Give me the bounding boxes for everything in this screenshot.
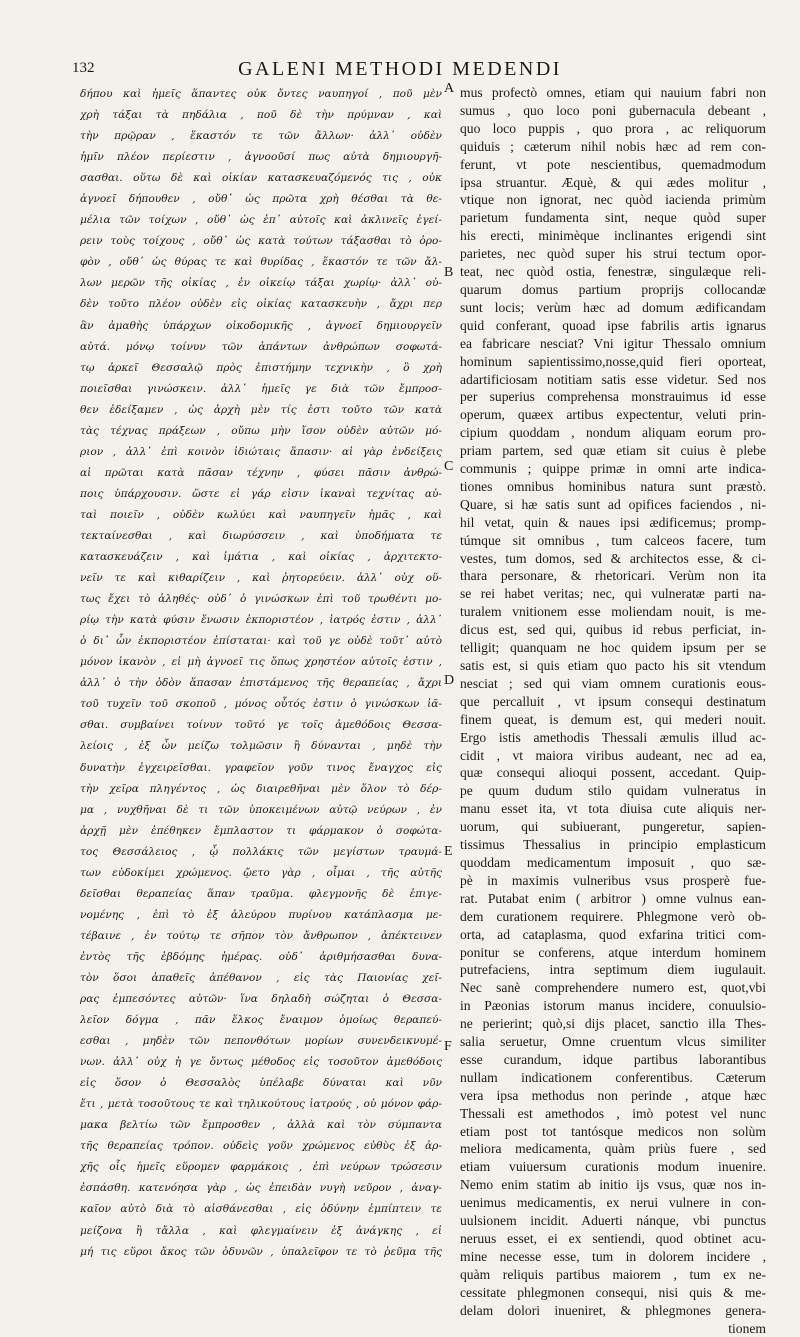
latin-text-line: quæ consequi alioqui possent, accedant. Quip- <box>460 765 766 781</box>
latin-text-line: etiam post tot tantósque medicos non solùm <box>460 1123 766 1139</box>
greek-text-line: λείοις , ἐξ ὧν μείζω τολμῶσιν ἢ δύνανται , μηδὲ τὴν <box>80 740 442 753</box>
greek-text-line: ποις ὑπάρχουσιν. ὥστε εἰ γάρ εἰσιν ἱκαναὶ τεχνίτας αὐ- <box>80 487 442 500</box>
greek-text-line: ποιεῖσθαι γινώσκειν. ἀλλ᾽ ἡμεῖς γε διὰ τῶν ἔμπροσ- <box>80 382 442 395</box>
greek-text-line: των εὐδοκίμει χρώμενος. ᾤετο γὰρ , οἶμαι , τῆς αὐτῆς <box>80 866 442 879</box>
latin-text-line: putrefaciens, intra septimum diem iugulauit. <box>460 962 766 978</box>
greek-text-line: τῳ ἀρκεῖ Θεσσαλῷ πρὸς ἐπιστήμην τεχνικὴν , ὃ χρὴ <box>80 361 442 374</box>
greek-text-line: λεῖον δόγμα , πᾶν ἕλκος ἔναιμον ὁμοίως θεραπεύ- <box>80 1014 442 1027</box>
latin-text-line: dem curationem requirere. Phlegmone verò ob- <box>460 908 766 924</box>
greek-text-line: ἔτι , μετὰ τοσοῦτους τε καὶ τηλικούτους ἰατρούς , οὐ μόνον φάρ- <box>80 1098 442 1111</box>
latin-text-line: pè in maximis vulneribus vsus prosperè fue- <box>460 872 766 888</box>
latin-text-line: in Pæonias istorum manus incidere, conuulsio- <box>460 998 766 1014</box>
latin-text-line: quarum domus partium proprijs collocandæ <box>460 281 766 297</box>
greek-text-line: ρίῳ τὴν κατὰ φύσιν ἕνωσιν ἐκποριστέον , ἰατρός ἐστιν , ἀλλ᾽ <box>80 614 442 627</box>
greek-text-line: νεῖν τε καὶ κιθαρίζειν , καὶ ῥητορεύειν. ἀλλ᾽ οὐχ οὕ- <box>80 572 442 585</box>
greek-text-line: τὴν χεῖρα πληγέντος , ὡς διαιρεθῆναι μὲν ὅλον τὸ δέρ- <box>80 782 442 795</box>
latin-text-line: ferunt, vt pote nescientibus, quemadmodum <box>460 156 766 172</box>
latin-text-line: uulsionem incidit. Aduerti nánque, vbi punctus <box>460 1213 766 1229</box>
latin-text-line: ea fabricare nesciat? Vni igitur Thessalo omnium <box>460 335 766 351</box>
page-number: 132 <box>72 60 95 76</box>
latin-text-line: his erecti, minimèque inclinantes erigendi sint <box>460 228 766 244</box>
latin-text-line: ponitur se conferens, atque interdum hominem <box>460 944 766 960</box>
margin-letter-c: C <box>444 459 454 474</box>
latin-text-line: pe quum dudum stilo quidam vulneratus in <box>460 783 766 799</box>
latin-text-line: cidit , vt maiora viribus audeant, nec ad ea, <box>460 747 766 763</box>
greek-text-line: τοῦ τυχεῖν τοῦ σκοποῦ , μόνος οὗτός ἐστιν ὁ γινώσκων ἰᾶ- <box>80 698 442 711</box>
latin-text-line: túmque sit omnibus , tum calceos facere, tum <box>460 532 766 548</box>
greek-text-line: κατασκευάζειν , καὶ ἱμάτια , καὶ οἰκίας , ἀρχιτεκτο- <box>80 551 442 564</box>
latin-text-line: tissimus Thessalius in principio emplasticum <box>460 837 766 853</box>
greek-text-column <box>80 84 442 1263</box>
latin-text-line: parietes, nec quòd super his strui tectum opor- <box>460 246 766 262</box>
greek-text-line: ταὶ ποιεῖν , οὐδὲν κωλύει καὶ ναυπηγεῖν ἡμᾶς , καὶ <box>80 508 442 521</box>
latin-text-line: quàm reliquis partibus maiorem , tum ex ne- <box>460 1266 766 1282</box>
greek-text-line: ἐντὸς τῆς ἑβδόμης ἡμέρας. οὐδ᾽ ἀριθμήσασθαι δυνα- <box>80 950 442 963</box>
greek-text-line: τὴν πρῷραν , ἕκαστόν τε τῶν ἄλλων· ἀλλ᾽ οὐδὲν <box>80 130 442 143</box>
latin-text-line: Thessali est amethodos , imò potest vel nunc <box>460 1105 766 1121</box>
latin-text-line: quiduis ; cæterum nihil nobis hæc ad rem con- <box>460 138 766 154</box>
latin-text-line: nullam indicationem conferentibus. Cæterum <box>460 1069 766 1085</box>
greek-text-line: δυνατὴν ἐγχειρεῖσθαι. γραφεῖον γοῦν τινος ἔναγχος εἰς <box>80 761 442 774</box>
running-head: GALENI METHODI MEDENDI <box>238 58 562 80</box>
greek-text-line: θεν ἐδείξαμεν , ὡς ἀρχὴ μὲν τίς ἐστι τοῦτο τῶν κατὰ <box>80 403 442 416</box>
latin-text-line: tionem <box>728 1320 766 1336</box>
greek-text-line: ριον , ἀλλ᾽ ἐπὶ κοινὸν ἰδιώταις ἅπασιν· αἱ γὰρ ἐνδείξεις <box>80 445 442 458</box>
latin-text-line: teat, nec quòd ostia, fenestræ, singulæque reli- <box>460 264 766 280</box>
latin-text-line: mine necesse esse, tum in dolorem incidere , <box>460 1248 766 1264</box>
latin-text-line: dicus est, sed qui, quibus id rebus perficiat, in- <box>460 622 766 638</box>
margin-letter-f: F <box>444 1039 452 1054</box>
greek-text-line: ἂν ἀμαθὴς ὑπάρχων οἰκοδομικῆς , ἀγνοεῖ δημιουργεῖν <box>80 319 442 332</box>
greek-text-line: ἀρχῇ μὲν ἐπέθηκεν ἔμπλαστον τι φάρμακον ὁ σοφώτα- <box>80 824 442 837</box>
greek-text-line: σθαι. συμβαίνει τοίνυν τοῦτό γε τοῖς ἀμεθόδοις Θεσσα- <box>80 719 442 732</box>
greek-text-line: τος Θεσσάλειος , ᾧ πολλάκις τῶν μεγίστων τραυμά- <box>80 845 442 858</box>
greek-text-line: ἡμῖν πλέον περίεστιν , ἀγνοοῦσί πως αὐτὰ δημιουργῆ- <box>80 151 442 164</box>
margin-letter-a: A <box>444 81 455 96</box>
latin-text-line: thara personare, & rhetoricari. Verùm non ita <box>460 568 766 584</box>
greek-text-line: τέβαινε , ἐν τούτῳ τε σῆπον τὸν ἄνθρωπον , ἀπέκτεινεν <box>80 929 442 942</box>
greek-text-line: λων μερῶν τῆς οἰκίας , ἐν οἰκείῳ τάξαι χωρίῳ· ἀλλ᾽ οὐ- <box>80 277 442 290</box>
latin-text-line: quoddam medicamentum imposuit , quo sæ- <box>460 854 766 870</box>
greek-text-line: ἀγνοεῖ δήπουθεν , οὔθ᾽ ὡς πρῶτα χρὴ θέσθαι τὰ θε- <box>80 193 442 206</box>
greek-text-line: αὐτά. μόνῳ τοίνυν τῶν ἁπάντων ἀνθρώπων σοφωτά- <box>80 340 442 353</box>
latin-text-line: telligit; quanquam ne hoc quidem ipsum per se <box>460 640 766 656</box>
greek-text-line: μέλια τῶν τοίχων , οὔθ᾽ ὡς ἐπ᾽ αὐτοῖς καὶ ἀκλινεῖς ἐγεί- <box>80 214 442 227</box>
greek-text-line: δήπου καὶ ἡμεῖς ἅπαντες οὐκ ὄντες ναυπηγοί , ποῦ μὲν <box>80 88 442 100</box>
greek-text-line: ρας ἐμπεσόντες αὐτῶν· ἵνα δηλαδὴ σώζηται ὁ Θεσσα- <box>80 993 442 1006</box>
latin-text-line: quo loco puppis , quo prora , ac reliquorum <box>460 120 766 136</box>
latin-text-line: meliora medicamenta, quàm priùs fuere , sed <box>460 1141 766 1157</box>
latin-text-line: nesciat ; sed qui viam omnem curationis eous- <box>460 675 766 691</box>
greek-text-line: μακα βελτίω τῶν ἔμπροσθεν , ἀλλὰ καὶ τὸν σύμπαντα <box>80 1119 442 1132</box>
greek-text-line: νομένης , ἐπὶ τὸ ἐξ ἀλεύρου πυρίνου κατάπλασμα με- <box>80 908 442 921</box>
greek-text-line: μή τις εὕροι ἄκος τῶν ὀδυνῶν , ὑπαλεῖφον τε τὸ ῥεῦμα τῆς <box>80 1245 442 1258</box>
greek-text-line: τεκταίνεσθαι , καὶ διωρύσσειν , καὶ ὑποδήματα τε <box>80 529 442 542</box>
greek-text-line: εσθαι , μηδὲν τῶν πεπονθότων μορίων συνενδεικνυμέ- <box>80 1035 442 1048</box>
margin-letter-e: E <box>444 844 453 859</box>
latin-text-line: manu esset ita, vt tota diuisa cute aliquis ner- <box>460 801 766 817</box>
greek-text-line: νων. ἀλλ᾽ οὐχ ἡ γε ὄντως μέθοδος εἰς τοσοῦτον ἀμεθόδοις <box>80 1056 442 1069</box>
latin-text-column <box>460 84 766 1337</box>
latin-text-line: ipsa struantur. Æquè, & qui ædes molitur , <box>460 174 766 190</box>
latin-text-line: etiam vuiuersum curationis modum inuenire. <box>460 1159 766 1175</box>
latin-text-line: per superius comprehensa monstrauimus id esse <box>460 389 766 405</box>
greek-text-line: ἐσπάσθη. κατενόησα γὰρ , ὡς ἐπειδὰν νυγὴ νεῦρον , ἀναγ- <box>80 1182 442 1195</box>
latin-text-line: sumus , quo loco poni gubernacula debeant , <box>460 102 766 118</box>
latin-text-line: cipium quoddam , nondum aliquam eorum pro- <box>460 425 766 441</box>
latin-text-line: mus profectò omnes, etiam qui nauium fabri non <box>460 85 766 100</box>
latin-text-line: orta, ad cataplasma, quod exfarina tritici com- <box>460 926 766 942</box>
greek-text-line: τῆς θεραπείας τρόπον. οὐδεὶς γοῦν χρώμενος εὐθὺς ἐξ ἀρ- <box>80 1140 442 1153</box>
latin-text-line: se rei habet veritas; nec, qui vulneratæ parti na- <box>460 586 766 602</box>
latin-text-line: Ergo istis amethodis Thessali æmulis illud ac- <box>460 729 766 745</box>
latin-text-line: vtique non ignorat, nec quòd iacienda primùm <box>460 192 766 208</box>
greek-text-line: μα , νυχθῆναι δὲ τι τῶν ὑποκειμένων αὐτῷ νεύρων , ἐν <box>80 803 442 816</box>
latin-text-line: turalem vnitionem esse moliendam nouit, is me- <box>460 604 766 620</box>
latin-text-line: finem queat, is demum est, qui mederi nouit. <box>460 711 766 727</box>
greek-text-line: δεῖσθαι θεραπείας ἅπαν τραῦμα. φλεγμονῆς δὲ ἐπιγε- <box>80 887 442 900</box>
greek-text-line: τὸν ὅσοι ἀπαθεῖς ἀπέθανον , εἰς τὰς Παιονίας χεῖ- <box>80 971 442 984</box>
latin-text-line: parietum fundamenta sint, neque quòd super <box>460 210 766 226</box>
greek-text-line: φὸν , οὔθ᾽ ὡς θύρας τε καὶ θυρίδας , ἕκαστόν τε τῶν ἄλ- <box>80 256 442 269</box>
latin-text-line: rat. Putabat enim ( arbitror ) omne vulnus ean- <box>460 890 766 906</box>
margin-letter-b: B <box>444 265 454 280</box>
latin-text-line: uorum, qui subiuerant, pungeretur, sapien- <box>460 819 766 835</box>
latin-text-line: priam partem, sed quæ etiam sit cuius è plebe <box>460 443 766 459</box>
greek-text-line: ὁ δι᾽ ὧν ἐκποριστέον ἐπίσταται· καὶ τοῦ γε οὐδὲ τοῦτ᾽ αὐτὸ <box>80 635 442 648</box>
greek-text-line: μόνον ἱκανὸν , εἰ μὴ ἀγνοεῖ τις ὅπως χρηστέον αὐτοῖς ἐστιν , <box>80 656 442 669</box>
greek-text-line: σασθαι. οὕτω δὲ καὶ οἰκίαν κατασκευαζόμενός τις , οὐκ <box>80 172 442 185</box>
greek-text-line: τὰς τέχνας πράξεων , οὔπω μὴν ἴσον οὐδὲν αὐτῶν μό- <box>80 424 442 437</box>
latin-text-line: Nemo enim statim ab initio ijs vsus, quæ nos in- <box>460 1177 766 1193</box>
latin-text-line: hil vetat, quin & naues ipsi ædificemus; promp- <box>460 514 766 530</box>
latin-text-line: delam dolori inueniret, & phlegmones genera- <box>460 1302 766 1318</box>
latin-text-line: esse curandum, idque partibus laborantibus <box>460 1051 766 1067</box>
latin-text-line: operum, quæex artibus expectentur, veluti prin- <box>460 407 766 423</box>
latin-text-line: uenimus medicamentis, ex nerui vulnere in con- <box>460 1195 766 1211</box>
latin-text-line: vestes, tum domos, sed & architectos esse, & ci- <box>460 550 766 566</box>
latin-text-line: tiones omnibus hominibus natura sunt præstò. <box>460 478 766 494</box>
latin-text-line: cessitate phlegmonen consequi, nisi quis & me- <box>460 1284 766 1300</box>
latin-text-line: satis est, si quis etiam quo pacto his sit vtendum <box>460 658 766 673</box>
greek-text-line: χῆς οἷς ἡμεῖς εὕρομεν φαρμάκοις , ἐπὶ νεύρων τρώσεσιν <box>80 1161 442 1174</box>
greek-text-line: εἰς ὅσον ὁ Θεσσαλὸς ὑπέλαβε δύναται καὶ νῦν <box>80 1077 442 1090</box>
latin-text-line: hominum sapientissimo,nosse,quid fieri oporteat, <box>460 353 766 369</box>
latin-text-line: neruus esset, ei ex sentiendi, quod obtinet acu- <box>460 1231 766 1246</box>
greek-text-line: χρὴ τάξαι τὰ πηδάλια , ποῦ δὲ τὴν πρύμναν , καὶ <box>80 109 442 122</box>
latin-text-line: communis ; quippe primæ in omni arte indica- <box>460 461 766 477</box>
greek-text-line: καῖον αὐτὸ διὰ τὸ αἰσθάνεσθαι , εἰς ὀδύνην ἐμπίπτειν τε <box>80 1203 442 1216</box>
greek-text-line: δὲν τοῦτο πλέον οὐδὲν εἰς οἰκίας κατασκευὴν , ἄχρι περ <box>80 298 442 311</box>
latin-text-line: quid conferant, quoad ipse fabrilis artis ignarus <box>460 317 766 333</box>
greek-text-line: τως ἔχει τὸ ἀληθές· οὐδ᾽ ὁ γινώσκων ἐπὶ τοῦ τρωθέντι μο- <box>80 593 442 606</box>
latin-text-line: Nec sanè comprehendere numero est, quot,vbi <box>460 980 766 996</box>
latin-text-line: adartificiosam notitiam satis esse videtur. Sed nos <box>460 371 766 387</box>
latin-text-line: sunt locis; verùm hæc ad domum ædificandam <box>460 299 766 315</box>
latin-text-line: salia seruetur, Omne cruentum vlcus similiter <box>460 1034 766 1050</box>
greek-text-line: ἀλλ᾽ ὁ τὴν ὁδὸν ἅπασαν ἐπιστάμενος τῆς θεραπείας , ἄχρι <box>80 677 442 690</box>
greek-text-line: αἱ πρῶται κατὰ πᾶσαν τέχνην , φύσει πᾶσιν ἀνθρώ- <box>80 466 442 479</box>
latin-text-line: ne perierint; quò,si dijs placet, sanctio illa Thes- <box>460 1016 766 1032</box>
greek-text-line: ρειν τοὺς τοίχους , οὔθ᾽ ὡς κατὰ τούτων τάξασθαι τὸ ὀρο- <box>80 235 442 248</box>
greek-text-line: μείζονα ἢ τἄλλα , καὶ φλεγμαίνειν ἐξ ἀνάγκης , εἰ <box>80 1224 442 1237</box>
margin-letter-d: D <box>444 673 455 688</box>
latin-text-line: Quare, si hæ satis sunt ad opifices faciendos , ni- <box>460 496 766 512</box>
latin-text-line: que percalluit , vt ipsum consequi destinatum <box>460 693 766 709</box>
latin-text-line: vera ipsa methodus non perinde , atque hæc <box>460 1087 766 1103</box>
